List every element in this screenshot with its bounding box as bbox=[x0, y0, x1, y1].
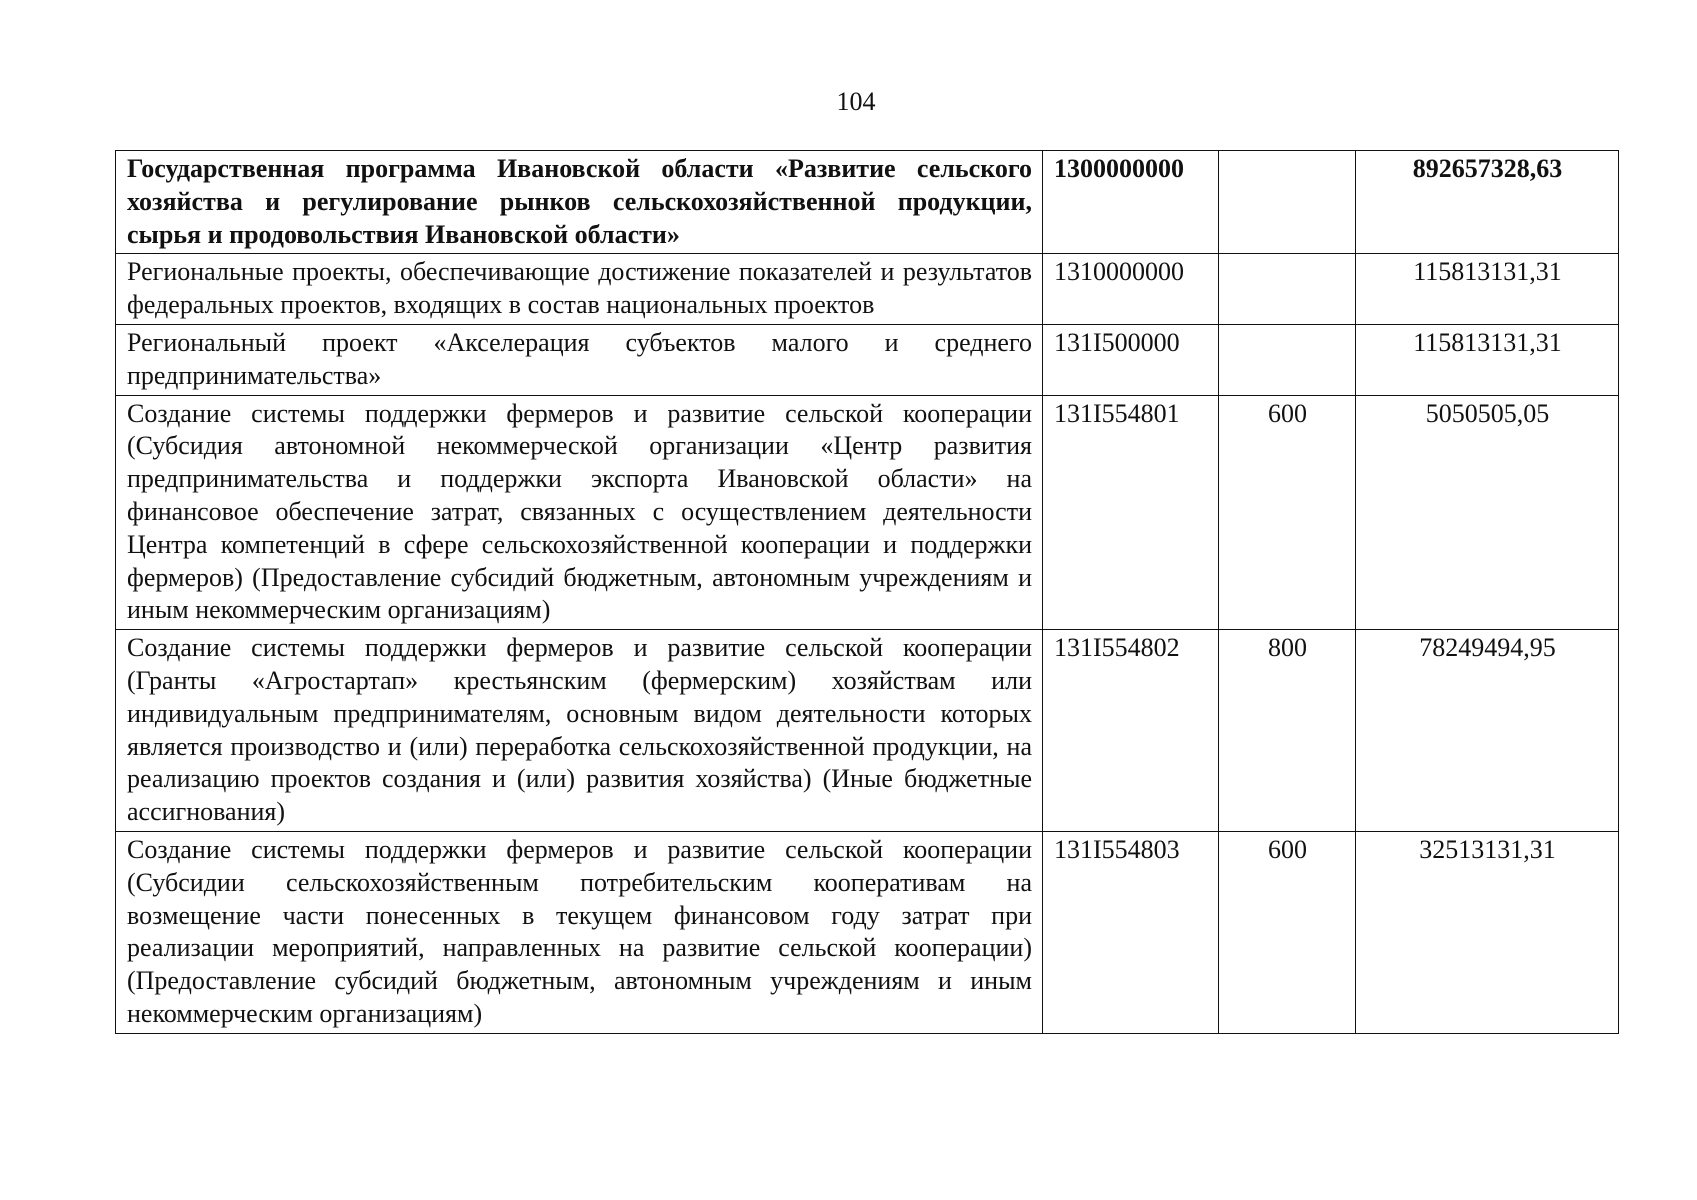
row-sum: 5050505,05 bbox=[1356, 395, 1619, 630]
table-row bbox=[116, 831, 1619, 1033]
row-expense-type bbox=[1219, 254, 1356, 325]
row-code: 131I554801 bbox=[1043, 395, 1219, 630]
row-name: Региональные проекты, обеспечивающие достижение показателей и результатов федеральных проектов, входящих в состав национальных проектов bbox=[116, 254, 1043, 325]
row-code: 1300000000 bbox=[1043, 151, 1219, 254]
row-name: Создание системы поддержки фермеров и развитие сельской кооперации (Субсидия автономной некоммерческой организации «Центр развития предпринимательства и поддержки экспорта Ивановской области» на финансовое обеспечение затрат, связанных с осуществлением деятельности Центра компетенций в сфере сельскохозяйственной кооперации и поддержки фермеров) (Предоставление субсидий бюджетным, автономным учреждениям и иным некоммерческим организациям) bbox=[116, 395, 1043, 630]
row-code: 1310000000 bbox=[1043, 254, 1219, 325]
table-row bbox=[116, 630, 1619, 832]
table-row bbox=[116, 395, 1619, 630]
row-expense-type bbox=[1219, 324, 1356, 395]
row-name: Создание системы поддержки фермеров и развитие сельской кооперации (Гранты «Агростартап» крестьянским (фермерским) хозяйствам или индивидуальным предпринимателям, основным видом деятельности которых является производство и (или) переработка сельскохозяйственной продукции, на реализацию проектов создания и (или) развития хозяйства) (Иные бюджетные ассигнования) bbox=[116, 630, 1043, 832]
row-sum: 32513131,31 bbox=[1356, 831, 1619, 1033]
budget-table bbox=[115, 150, 1619, 1034]
row-sum: 892657328,63 bbox=[1356, 151, 1619, 254]
row-name: Государственная программа Ивановской области «Развитие сельского хозяйства и регулирование рынков сельскохозяйственной продукции, сырья и продовольствия Ивановской области» bbox=[116, 151, 1043, 254]
row-expense-type bbox=[1219, 151, 1356, 254]
row-sum: 115813131,31 bbox=[1356, 254, 1619, 325]
row-sum: 115813131,31 bbox=[1356, 324, 1619, 395]
row-name: Региональный проект «Акселерация субъектов малого и среднего предпринимательства» bbox=[116, 324, 1043, 395]
table-row bbox=[116, 151, 1619, 254]
row-sum: 78249494,95 bbox=[1356, 630, 1619, 832]
row-expense-type: 800 bbox=[1219, 630, 1356, 832]
row-code: 131I554802 bbox=[1043, 630, 1219, 832]
row-name: Создание системы поддержки фермеров и развитие сельской кооперации (Субсидии сельскохозяйственным потребительским кооперативам на возмещение части понесенных в текущем финансовом году затрат при реализации мероприятий, направленных на развитие сельской кооперации) (Предоставление субсидий бюджетным, автономным учреждениям и иным некоммерческим организациям) bbox=[116, 831, 1043, 1033]
row-expense-type: 600 bbox=[1219, 831, 1356, 1033]
page-number: 104 bbox=[836, 87, 876, 116]
table-row bbox=[116, 324, 1619, 395]
row-code: 131I500000 bbox=[1043, 324, 1219, 395]
row-code: 131I554803 bbox=[1043, 831, 1219, 1033]
table-row bbox=[116, 254, 1619, 325]
row-expense-type: 600 bbox=[1219, 395, 1356, 630]
